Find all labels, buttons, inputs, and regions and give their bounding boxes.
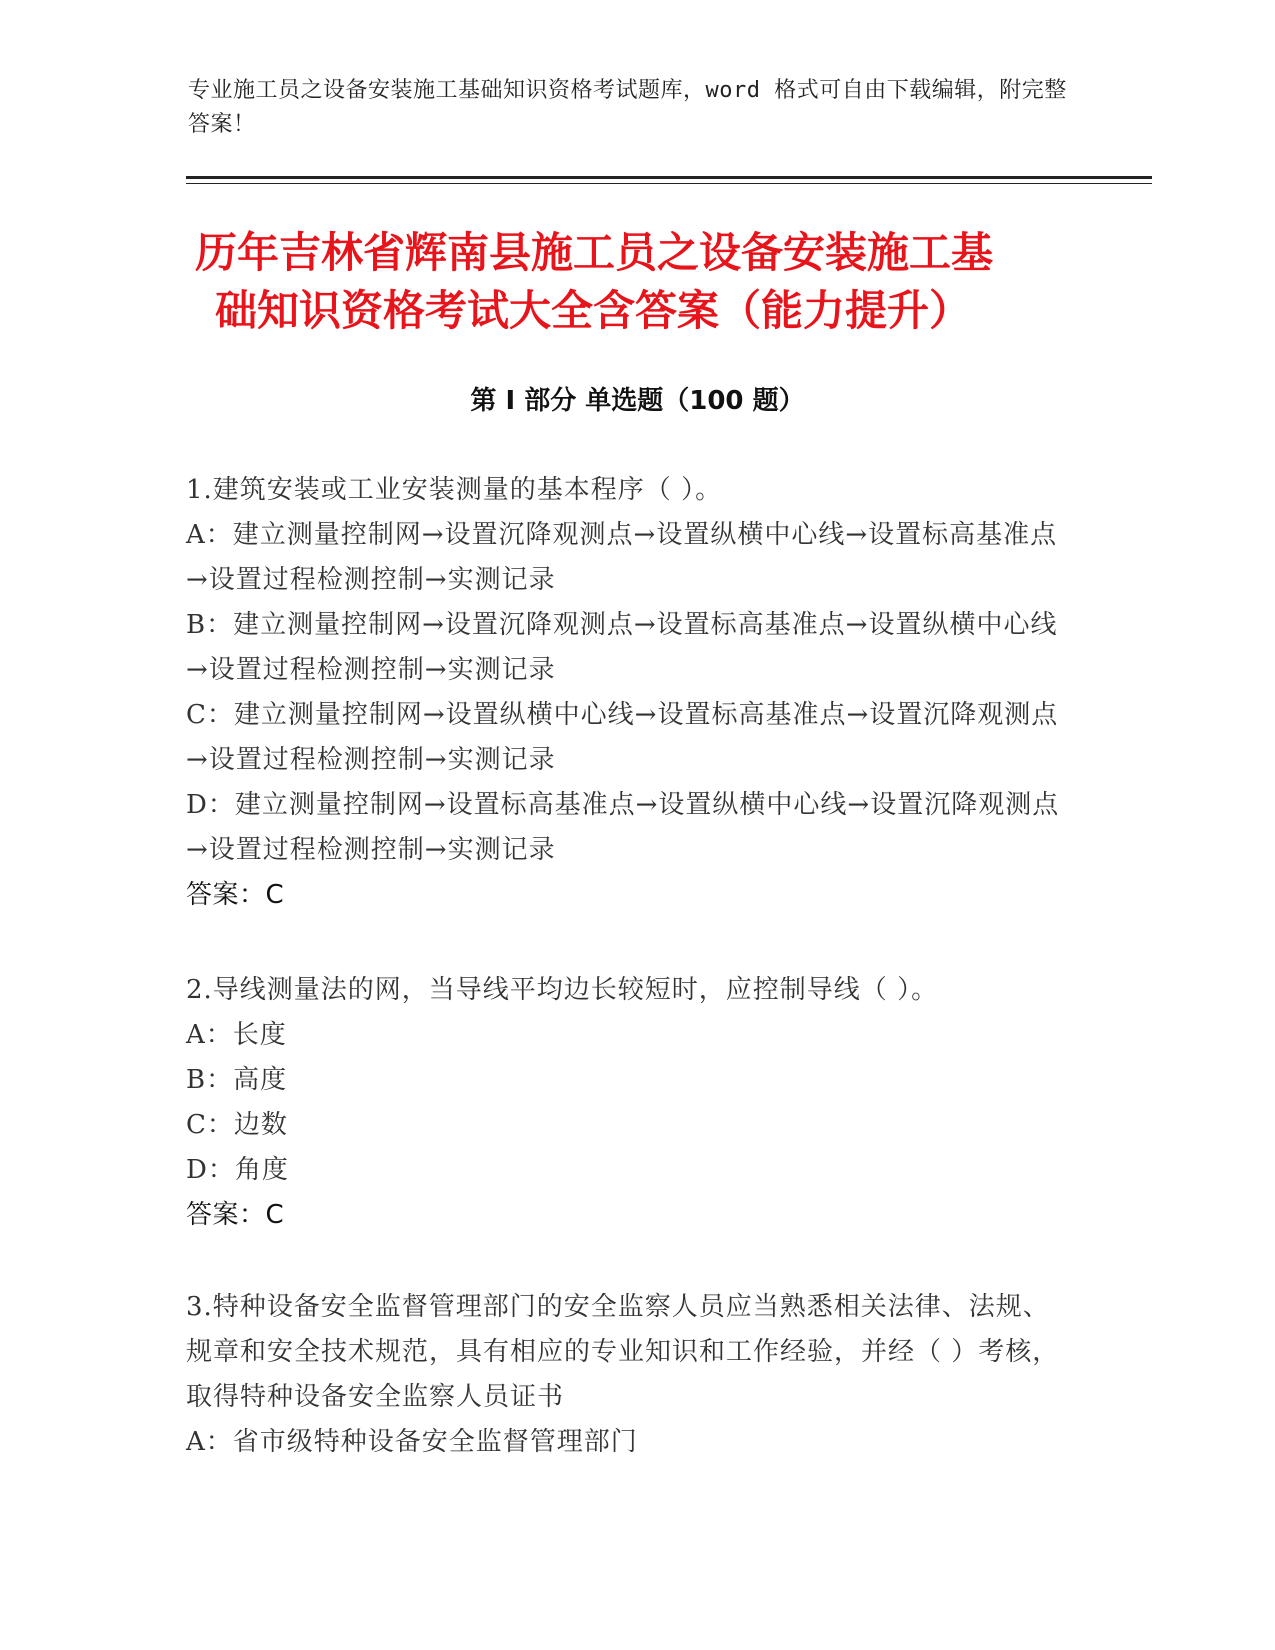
question-1 [186, 468, 1066, 918]
option-d: D：建立测量控制网→设置标高基准点→设置纵横中心线→设置沉降观测点→设置过程检测控制→实测记录 [186, 790, 1060, 865]
answer-line: 答案：C [186, 1200, 285, 1230]
document-title-line-2: 础知识资格考试大全含答案（能力提升） [215, 286, 972, 335]
header-divider-thin [186, 183, 1152, 184]
document-title-line-1: 历年吉林省辉南县施工员之设备安装施工基 [195, 228, 994, 277]
option-b: B：建立测量控制网→设置沉降观测点→设置标高基准点→设置纵横中心线→设置过程检测控制→实测记录 [186, 610, 1058, 685]
document-title [195, 224, 1075, 340]
question-stem: 2.导线测量法的网，当导线平均边长较短时，应控制导线（ ）。 [186, 975, 939, 1005]
option-a: A：建立测量控制网→设置沉降观测点→设置纵横中心线→设置标高基准点→设置过程检测控制→实测记录 [186, 520, 1058, 595]
option-d: D：角度 [186, 1155, 289, 1185]
option-c: C：边数 [186, 1110, 288, 1140]
option-b: B：高度 [186, 1065, 288, 1095]
option-c: C：建立测量控制网→设置纵横中心线→设置标高基准点→设置沉降观测点→设置过程检测控制→实测记录 [186, 700, 1059, 775]
question-stem: 3.特种设备安全监督管理部门的安全监察人员应当熟悉相关法律、法规、规章和安全技术规范，具有相应的专业知识和工作经验，并经（ ）考核，取得特种设备安全监察人员证书 [186, 1292, 1060, 1412]
section-heading: 第 I 部分 单选题（100 题） [470, 386, 805, 416]
option-a: A：长度 [186, 1020, 287, 1050]
question-stem: 1.建筑安装或工业安装测量的基本程序（ ）。 [186, 475, 723, 505]
header-divider-thick [186, 176, 1152, 179]
answer-line: 答案：C [186, 880, 285, 910]
option-a: A：省市级特种设备安全监督管理部门 [186, 1427, 638, 1457]
question-2 [186, 968, 1066, 1238]
question-3 [186, 1285, 1066, 1465]
header-note: 专业施工员之设备安装施工基础知识资格考试题库，word 格式可自由下载编辑，附完整答案！ [188, 78, 1067, 137]
